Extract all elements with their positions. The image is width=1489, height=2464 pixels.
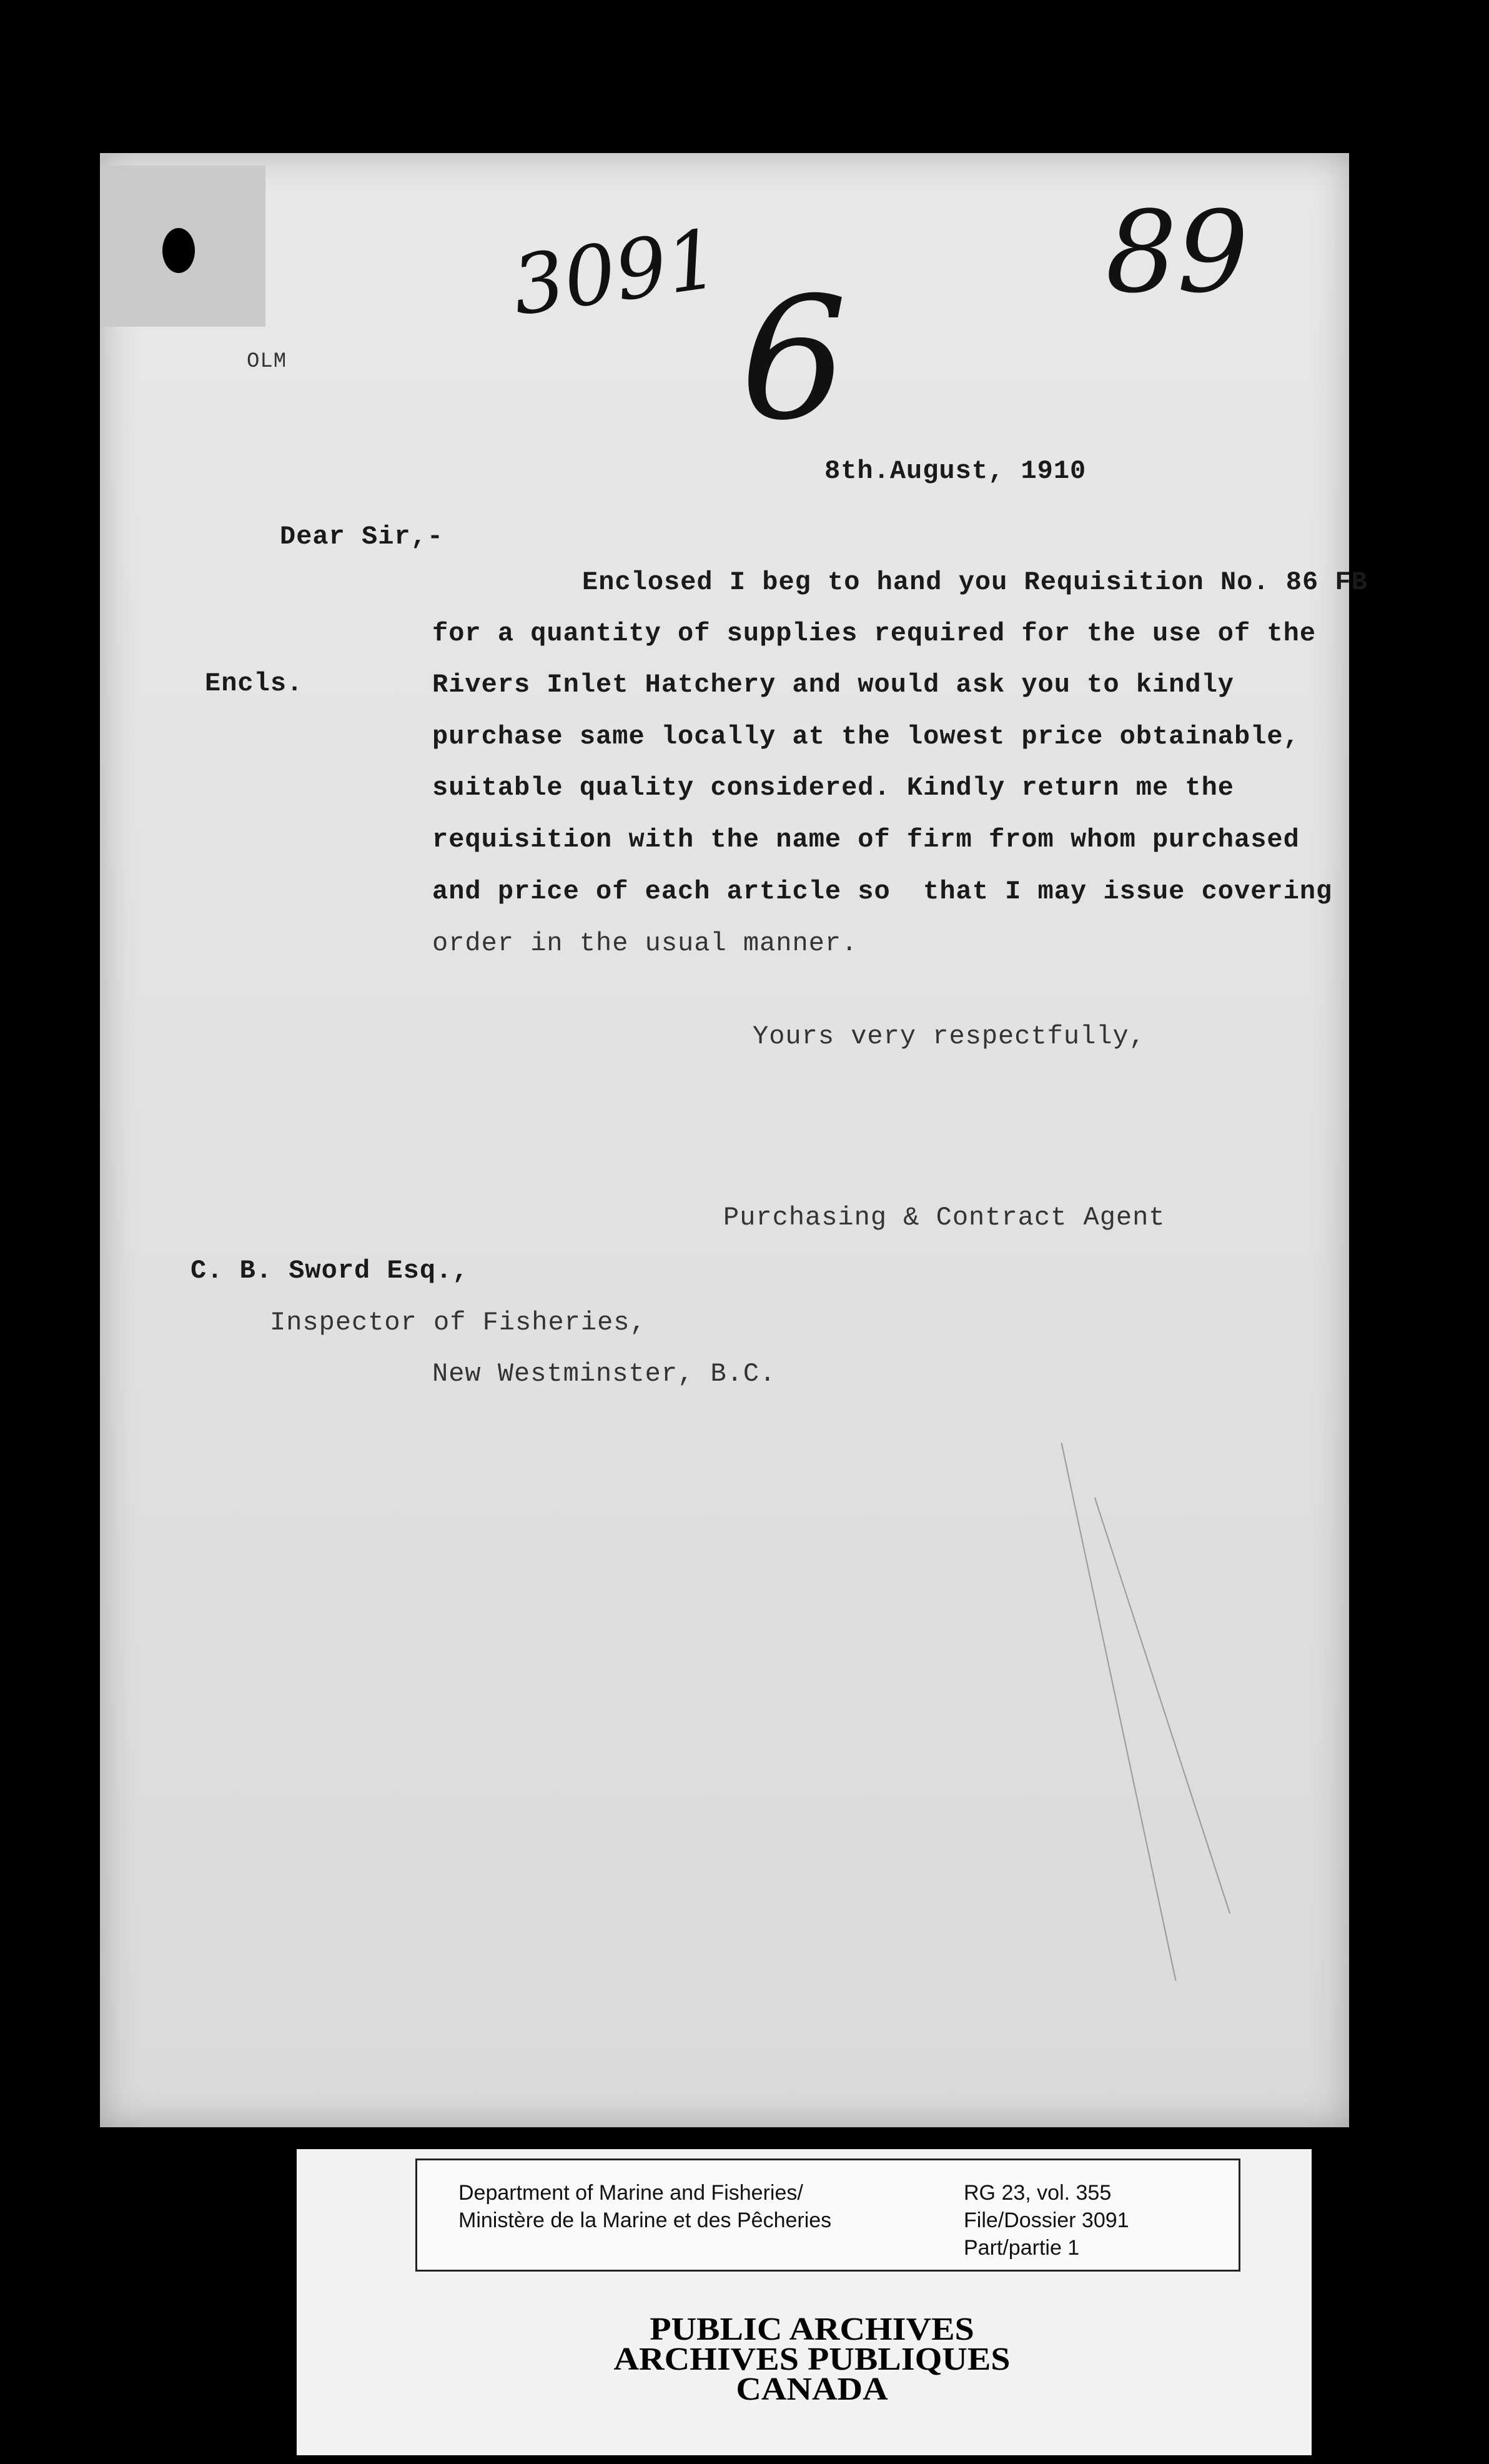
closing: Yours very respectfully, xyxy=(753,1021,1145,1051)
stamp-line: ARCHIVES PUBLIQUES xyxy=(613,2342,1011,2377)
stamp-line: PUBLIC ARCHIVES xyxy=(650,2312,974,2347)
department-line: Department of Marine and Fisheries/ xyxy=(458,2181,803,2205)
body-line: order in the usual manner. xyxy=(432,928,858,958)
handwritten-file-number: 3091 xyxy=(507,211,725,334)
body-line: suitable quality considered. Kindly return me the xyxy=(432,773,1235,803)
body-line: and price of each article so that I may issue covering xyxy=(432,877,1333,907)
body-line: requisition with the name of firm from whom purchased xyxy=(432,825,1300,855)
label-reference xyxy=(964,2179,1129,2262)
body-line: Rivers Inlet Hatchery and would ask you to kindly xyxy=(432,670,1235,700)
margin-note-enclosures: Encls. xyxy=(205,668,304,698)
handwritten-date-mark: 6 xyxy=(740,261,848,457)
reference-line: RG 23, vol. 355 xyxy=(964,2181,1112,2205)
addressee-location: New Westminster, B.C. xyxy=(432,1359,776,1389)
body-line: for a quantity of supplies required for the use of the xyxy=(432,618,1317,648)
punch-hole xyxy=(162,228,195,273)
salutation: Dear Sir,- xyxy=(280,522,444,552)
stamp-line: CANADA xyxy=(736,2372,888,2407)
reference-line: File/Dossier 3091 xyxy=(964,2208,1129,2232)
public-archives-stamp xyxy=(542,2312,1082,2407)
department-line: Ministère de la Marine et des Pêcheries xyxy=(458,2208,832,2232)
body-line: Enclosed I beg to hand you Requisition No. 86 FB xyxy=(582,567,1368,597)
archive-label-card xyxy=(415,2158,1240,2272)
letter-page xyxy=(100,153,1349,2127)
typist-initials: OLM xyxy=(247,350,287,374)
label-department xyxy=(458,2179,831,2234)
addressee-title: Inspector of Fisheries, xyxy=(270,1308,646,1338)
reference-line: Part/partie 1 xyxy=(964,2236,1080,2260)
letter-date: 8th.August, 1910 xyxy=(824,456,1087,486)
handwritten-folio-number: 89 xyxy=(1106,187,1249,318)
addressee-name: C. B. Sword Esq., xyxy=(190,1256,469,1286)
body-line: purchase same locally at the lowest price obtainable, xyxy=(432,722,1300,752)
signatory-title: Purchasing & Contract Agent xyxy=(723,1203,1165,1233)
